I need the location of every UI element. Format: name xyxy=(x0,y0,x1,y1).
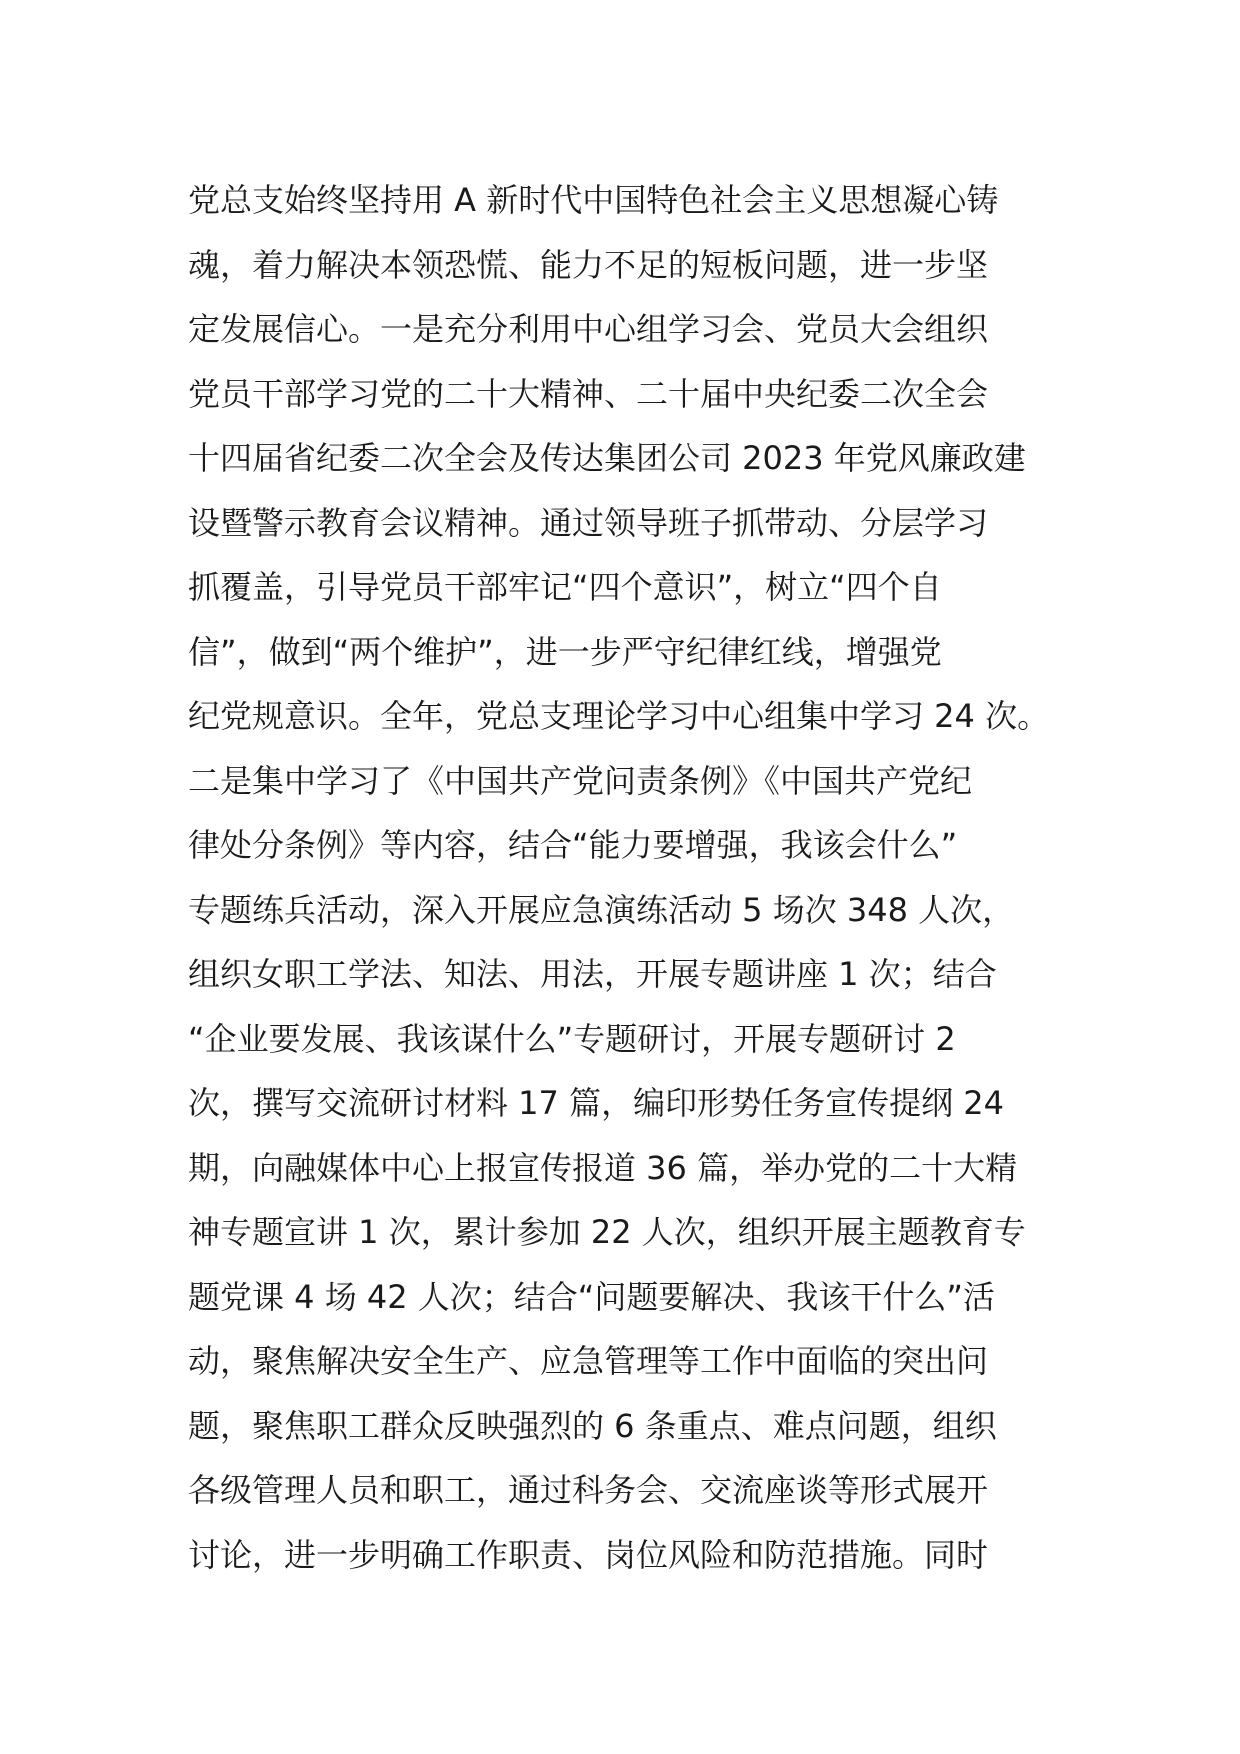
text-line: 纪党规意识。全年，党总支理论学习中心组集中学习 24 次。 xyxy=(188,697,1050,735)
text-line: 信”，做到“两个维护”，进一步严守纪律红线，增强党 xyxy=(188,632,942,671)
text-line: 题，聚焦职工群众反映强烈的 6 条重点、难点问题，组织 xyxy=(188,1406,997,1445)
text-line: 动，聚焦解决安全生产、应急管理等工作中面临的突出问 xyxy=(188,1342,989,1380)
text-line: 定发展信心。一是充分利用中心组学习会、党员大会组织 xyxy=(188,310,989,348)
text-line: 党员干部学习党的二十大精神、二十届中央纪委二次全会 xyxy=(188,374,989,413)
text-line: 各级管理人员和职工，通过科务会、交流座谈等形式展开 xyxy=(188,1471,989,1509)
text-line: 次，撰写交流研讨材料 17 篇，编印形势任务宣传提纲 24 xyxy=(188,1084,1004,1122)
body-paragraph xyxy=(188,168,1088,1587)
text-line: 组织女职工学法、知法、用法，开展专题讲座 1 次；结合 xyxy=(188,955,997,993)
text-line: 期，向融媒体中心上报宣传报道 36 篇，举办党的二十大精 xyxy=(188,1148,1018,1187)
text-line: 专题练兵活动，深入开展应急演练活动 5 场次 348 人次， xyxy=(188,890,1015,929)
text-line: 党总支始终坚持用 A 新时代中国特色社会主义思想凝心铸 xyxy=(188,181,999,219)
text-line: 二是集中学习了《中国共产党问责条例》《中国共产党纪 xyxy=(188,761,973,800)
text-line: 十四届省纪委二次全会及传达集团公司 2023 年党风廉政建 xyxy=(188,439,1026,477)
text-line: 律处分条例》等内容，结合“能力要增强，我该会什么” xyxy=(188,826,958,864)
text-line: 魂，着力解决本领恐慌、能力不足的短板问题，进一步坚 xyxy=(188,245,989,284)
text-line: 题党课 4 场 42 人次；结合“问题要解决、我该干什么”活 xyxy=(188,1277,995,1316)
text-line: 神专题宣讲 1 次，累计参加 22 人次，组织开展主题教育专 xyxy=(188,1213,1026,1251)
text-line: “企业要发展、我该谋什么”专题研讨，开展专题研讨 2 xyxy=(188,1019,956,1058)
text-line: 抓覆盖，引导党员干部牢记“四个意识”，树立“四个自 xyxy=(188,568,942,606)
text-line: 设暨警示教育会议精神。通过领导班子抓带动、分层学习 xyxy=(188,503,989,542)
text-line: 讨论，进一步明确工作职责、岗位风险和防范措施。同时 xyxy=(188,1535,989,1574)
